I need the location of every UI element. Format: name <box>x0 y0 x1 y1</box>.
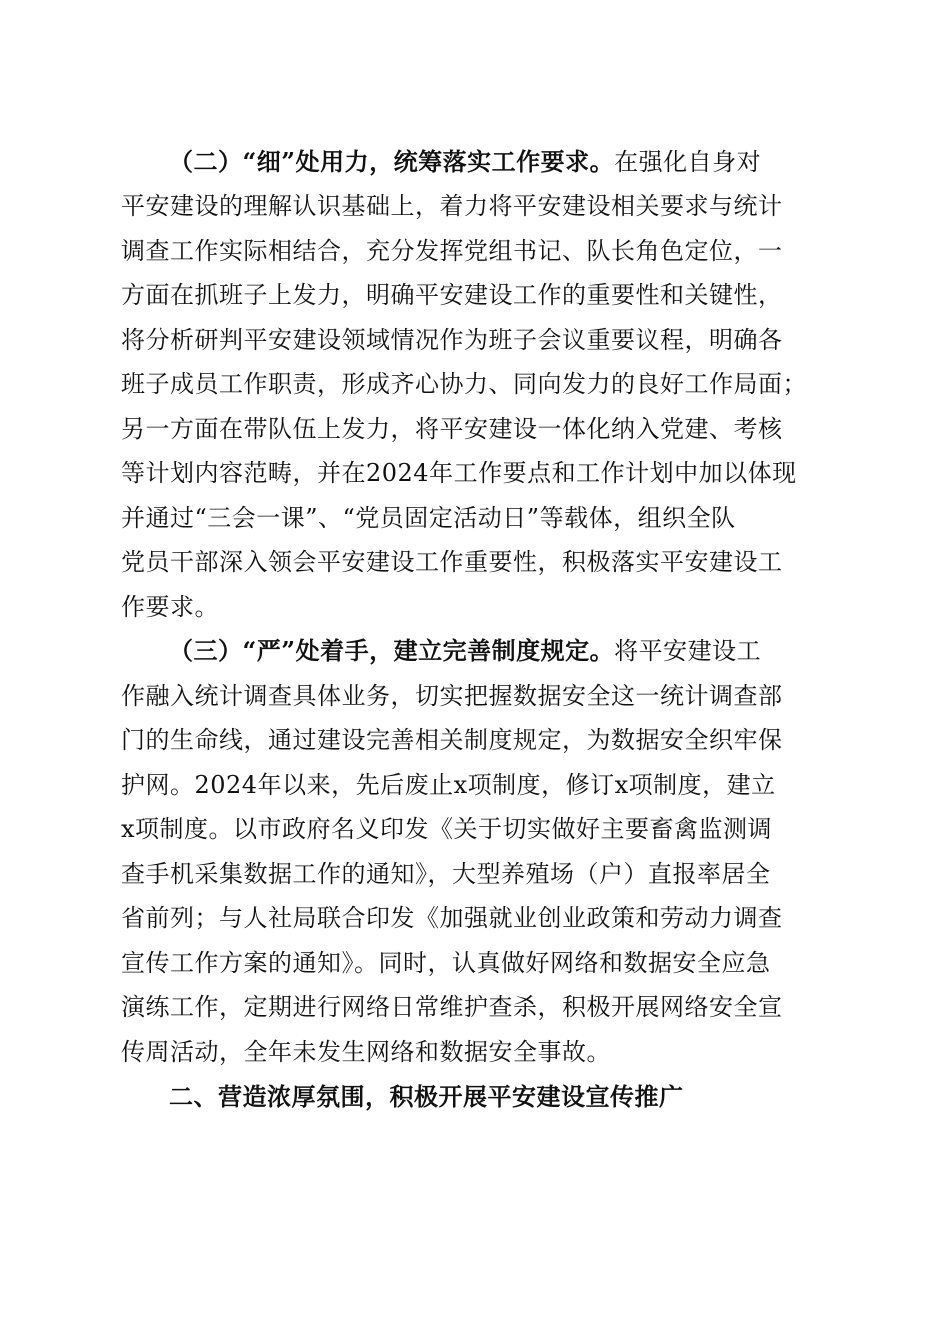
section2-line-2: 调查工作实际相结合，充分发挥党组书记、队长角色定位，一 <box>121 237 783 265</box>
section2-line-9: 党员干部深入领会平安建设工作重要性，积极落实平安建设工 <box>121 548 783 576</box>
section3-line-1: 作融入统计调查具体业务，切实把握数据安全这一统计调查部 <box>121 682 783 710</box>
section3-line-3: 护网。2024年以来，先后废止x项制度，修订x项制度，建立 <box>121 771 776 799</box>
section2-line-1: 平安建设的理解认识基础上，着力将平安建设相关要求与统计 <box>121 192 783 220</box>
section2-line-4: 将分析研判平安建设领域情况作为班子会议重要议程，明确各 <box>121 326 783 354</box>
section2-first-line <box>169 147 836 177</box>
section3-line-8: 演练工作，定期进行网络日常维护查杀，积极开展网络安全宣 <box>121 993 783 1021</box>
section2-line-6: 另一方面在带队伍上发力，将平安建设一体化纳入党建、考核 <box>121 415 783 443</box>
section2-line-0: 在强化自身对 <box>614 148 762 176</box>
section3-line-4: x项制度。以市政府名义印发《关于切实做好主要畜禽监测调 <box>121 815 773 843</box>
section3-line-6: 省前列；与人社局联合印发《加强就业创业政策和劳动力调查 <box>121 904 783 932</box>
section2-line-10: 作要求。 <box>121 593 219 621</box>
section2-line-8: 并通过“三会一课”、“党员固定活动日”等载体，组织全队 <box>121 504 736 532</box>
part2-heading: 二、营造浓厚氛围，积极开展平安建设宣传推广 <box>169 1083 684 1111</box>
section3-first-line <box>169 636 836 666</box>
section2-line-7: 等计划内容范畴，并在2024年工作要点和工作计划中加以体现 <box>121 459 797 487</box>
section3-line-5: 查手机采集数据工作的通知》，大型养殖场（户）直报率居全 <box>121 860 771 888</box>
section3-line-7: 宣传工作方案的通知》。同时，认真做好网络和数据安全应急 <box>121 949 771 977</box>
section2-line-5: 班子成员工作职责，形成齐心协力、同向发力的良好工作局面； <box>121 370 807 398</box>
section3-line-2: 门的生命线，通过建设完善相关制度规定，为数据安全织牢保 <box>121 726 783 754</box>
section3-heading: （三）“严”处着手，建立完善制度规定。 <box>169 636 615 665</box>
section3-line-0: 将平安建设工 <box>614 637 762 665</box>
section3-line-9: 传周活动，全年未发生网络和数据安全事故。 <box>121 1038 611 1066</box>
section2-heading: （二）“细”处用力，统筹落实工作要求。 <box>169 147 615 176</box>
section2-line-3: 方面在抓班子上发力，明确平安建设工作的重要性和关键性， <box>121 281 783 309</box>
